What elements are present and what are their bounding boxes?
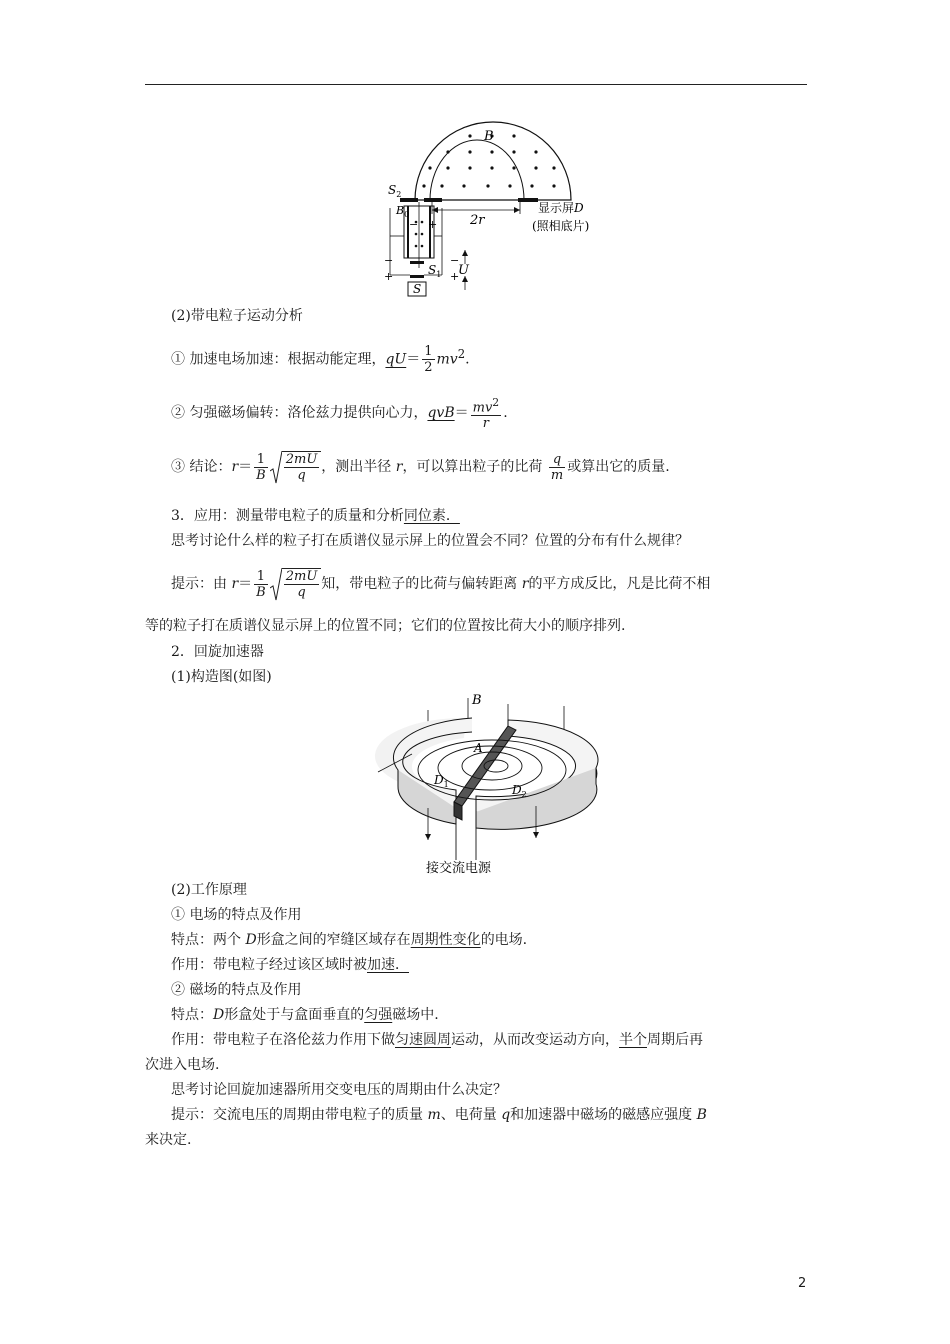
frac-den: 2 xyxy=(424,360,433,376)
bfield-function-answer: 匀速圆周 xyxy=(395,1032,451,1048)
hint-2-mid2: 和加速器中磁场的磁感应强度 xyxy=(510,1107,697,1123)
hint-2-mid: 、电荷量 xyxy=(440,1107,502,1123)
bfield-function-text: 作用：带电粒子在洛伦兹力作用下做 xyxy=(171,1032,395,1048)
hint-1-end: 的平方成反比，凡是比荷不相 xyxy=(528,576,711,592)
svg-text:S1 xyxy=(428,263,441,279)
frac-den: B xyxy=(256,467,266,483)
fig2-caption: 接交流电源 xyxy=(426,861,492,876)
bfield-feature xyxy=(171,1005,439,1025)
efield-function xyxy=(171,955,409,975)
bfield-function-answer2: 半个 xyxy=(619,1032,647,1048)
frac-num-mv: mv xyxy=(472,400,493,416)
item-accel-text: ① 加速电场加速：根据动能定理， xyxy=(171,351,386,368)
fig1-minus-top: − xyxy=(409,218,419,231)
fig2-label-B: B xyxy=(472,693,482,708)
var-r: r xyxy=(231,459,239,475)
section-structure: (1)构造图(如图) xyxy=(171,669,272,685)
frac-num: q xyxy=(549,452,565,468)
frac-num-sup: 2 xyxy=(492,396,500,409)
item-deflect-lhs: qvB xyxy=(427,405,455,422)
bfield-feature-mid: 形盒处于与盒面垂直的 xyxy=(224,1007,365,1023)
var-m: m xyxy=(427,1107,441,1123)
fig1-label-B: B xyxy=(484,129,494,144)
fig2-label-D1: D xyxy=(434,773,444,787)
radical-sign xyxy=(270,568,282,602)
section-principle: (2)工作原理 xyxy=(171,882,247,898)
fig1-label-S: S xyxy=(413,282,422,296)
eq-sign: ＝ xyxy=(238,576,253,592)
fig2-label-D2-sub: 2 xyxy=(521,790,527,799)
rad-den: q xyxy=(297,468,306,483)
fig2-label-D1-sub: 1 xyxy=(443,780,449,789)
svg-text:显示屏D xyxy=(538,201,584,215)
item-accel-mv: mv xyxy=(436,351,458,368)
fig2-label-D2: D xyxy=(512,783,522,797)
item-deflect-end: . xyxy=(503,405,508,422)
efield-feature-mid: 形盒之间的窄缝区域存在 xyxy=(256,932,411,948)
fig2-label-A: A xyxy=(474,741,483,755)
bfield-feature-answer: 匀强 xyxy=(364,1007,393,1023)
fig1-plus-left: + xyxy=(384,270,394,283)
efield-feature-answer: 周期性变化 xyxy=(410,932,481,948)
item-accel-sup: 2 xyxy=(457,347,466,361)
fraction-mv2-r xyxy=(471,395,502,431)
fig1-screen-label: 显示屏 xyxy=(538,201,575,215)
fig1-label-S2: S xyxy=(388,183,397,197)
item-conclusion-mid2: ，可以算出粒子的比荷 xyxy=(402,459,547,475)
think-question-1: 思考讨论什么样的粒子打在质谱仪显示屏上的位置会不同？位置的分布有什么规律？ xyxy=(171,533,689,549)
fig1-screen-note: (照相底片) xyxy=(532,219,590,233)
frac-num: 1 xyxy=(254,452,268,468)
var-r2: r xyxy=(521,576,529,592)
bfield-function xyxy=(171,1030,703,1050)
frac-num xyxy=(471,395,502,416)
hint-1-continued: 等的粒子打在质谱仪显示屏上的位置不同；它们的位置按比荷大小的顺序排列. xyxy=(145,618,626,634)
fraction-half xyxy=(422,344,434,375)
rad-num: 2mU xyxy=(285,569,318,584)
item-accel-eq: ＝ xyxy=(406,351,421,368)
bfield-function-continued: 次进入电场. xyxy=(145,1057,220,1073)
frac-den: r xyxy=(482,416,490,432)
think-question-2: 思考讨论回旋加速器所用交变电压的周期由什么决定？ xyxy=(171,1082,507,1098)
radical-sign xyxy=(270,451,282,485)
efield-function-text: 作用：带电粒子经过该区域时被 xyxy=(171,957,367,973)
application-text: 3．应用：测量带电粒子的质量和分析 xyxy=(171,508,404,524)
efield-feature-end: 的电场. xyxy=(480,932,528,948)
header-rule xyxy=(145,84,807,85)
fig1-minus-left: − xyxy=(384,254,394,267)
var-r2: r xyxy=(395,459,403,475)
bfield-function-end: 周期后再 xyxy=(647,1032,703,1048)
section-motion-analysis: (2)带电粒子运动分析 xyxy=(171,308,303,324)
bfield-feature-text: 特点： xyxy=(171,1007,213,1023)
svg-text:D1 xyxy=(433,773,449,789)
var-D: D xyxy=(245,932,257,948)
hint-2-text: 提示：交流电压的周期由带电粒子的质量 xyxy=(171,1107,428,1123)
page-number: 2 xyxy=(798,1276,807,1291)
rad-num: 2mU xyxy=(285,452,318,467)
application-answer: 同位素． xyxy=(403,508,460,524)
var-B: B xyxy=(696,1107,707,1123)
frac-den: m xyxy=(550,467,564,483)
application xyxy=(171,506,460,526)
hint-2 xyxy=(171,1105,707,1125)
frac-num: 1 xyxy=(254,569,268,585)
var-r: r xyxy=(231,576,239,592)
hint-2-continued: 来决定. xyxy=(145,1132,192,1148)
fig1-label-2r: 2r xyxy=(470,213,485,228)
bfield-title: ② 磁场的特点及作用 xyxy=(171,982,302,998)
frac-num: 1 xyxy=(424,344,433,360)
bfield-feature-end: 磁场中. xyxy=(392,1007,439,1023)
fig1-minus-right: − xyxy=(450,254,460,267)
fig1-label-B0-sub: 0 xyxy=(404,210,410,219)
fig1-plus-right: + xyxy=(450,270,460,283)
fig1-label-S2-sub: 2 xyxy=(396,190,402,199)
mass-spectrometer-figure xyxy=(370,118,610,300)
sqrt-2mU-q xyxy=(270,451,322,483)
item-accel-lhs: qU xyxy=(385,351,407,368)
section-cyclotron: 2．回旋加速器 xyxy=(171,644,264,660)
item-deflect xyxy=(171,395,508,431)
fig1-label-S1-sub: 1 xyxy=(436,270,442,279)
var-D: D xyxy=(213,1007,225,1023)
fig1-screen-var: D xyxy=(574,201,584,215)
cyclotron-figure xyxy=(368,690,608,876)
eq-sign: ＝ xyxy=(238,459,253,475)
fig1-plus-top: + xyxy=(428,218,438,231)
item-accel-end: . xyxy=(465,351,470,368)
hint-1-mid: 知，带电粒子的比荷与偏转距离 xyxy=(321,576,522,592)
svg-text:S2 xyxy=(388,183,401,199)
frac-den: B xyxy=(256,584,266,600)
efield-feature xyxy=(171,930,527,950)
item-accel xyxy=(171,344,470,375)
efield-function-answer: 加速． xyxy=(367,957,409,973)
item-conclusion-mid: ，测出半径 xyxy=(321,459,396,475)
item-deflect-eq: ＝ xyxy=(454,405,469,422)
fraction-1-B xyxy=(254,452,268,483)
item-conclusion xyxy=(171,451,670,483)
item-conclusion-text: ③ 结论： xyxy=(171,459,232,475)
fig1-label-U: U xyxy=(458,263,469,278)
sqrt-2mU-q xyxy=(270,568,322,600)
rad-den: q xyxy=(297,585,306,600)
var-q: q xyxy=(501,1107,511,1123)
efield-title: ① 电场的特点及作用 xyxy=(171,907,302,923)
fraction-q-m xyxy=(549,452,565,483)
fig1-label-B0: B xyxy=(396,204,405,217)
item-deflect-text: ② 匀强磁场偏转：洛伦兹力提供向心力， xyxy=(171,405,428,422)
efield-feature-text: 特点：两个 xyxy=(171,932,246,948)
hint-1-text: 提示：由 xyxy=(171,576,232,592)
fig1-label-S1: S xyxy=(428,263,437,277)
item-conclusion-end: 或算出它的质量. xyxy=(567,459,670,475)
hint-1 xyxy=(171,568,710,600)
fraction-1-B xyxy=(254,569,268,600)
bfield-function-mid: 运动，从而改变运动方向， xyxy=(451,1032,619,1048)
svg-text:D2 xyxy=(511,783,527,799)
